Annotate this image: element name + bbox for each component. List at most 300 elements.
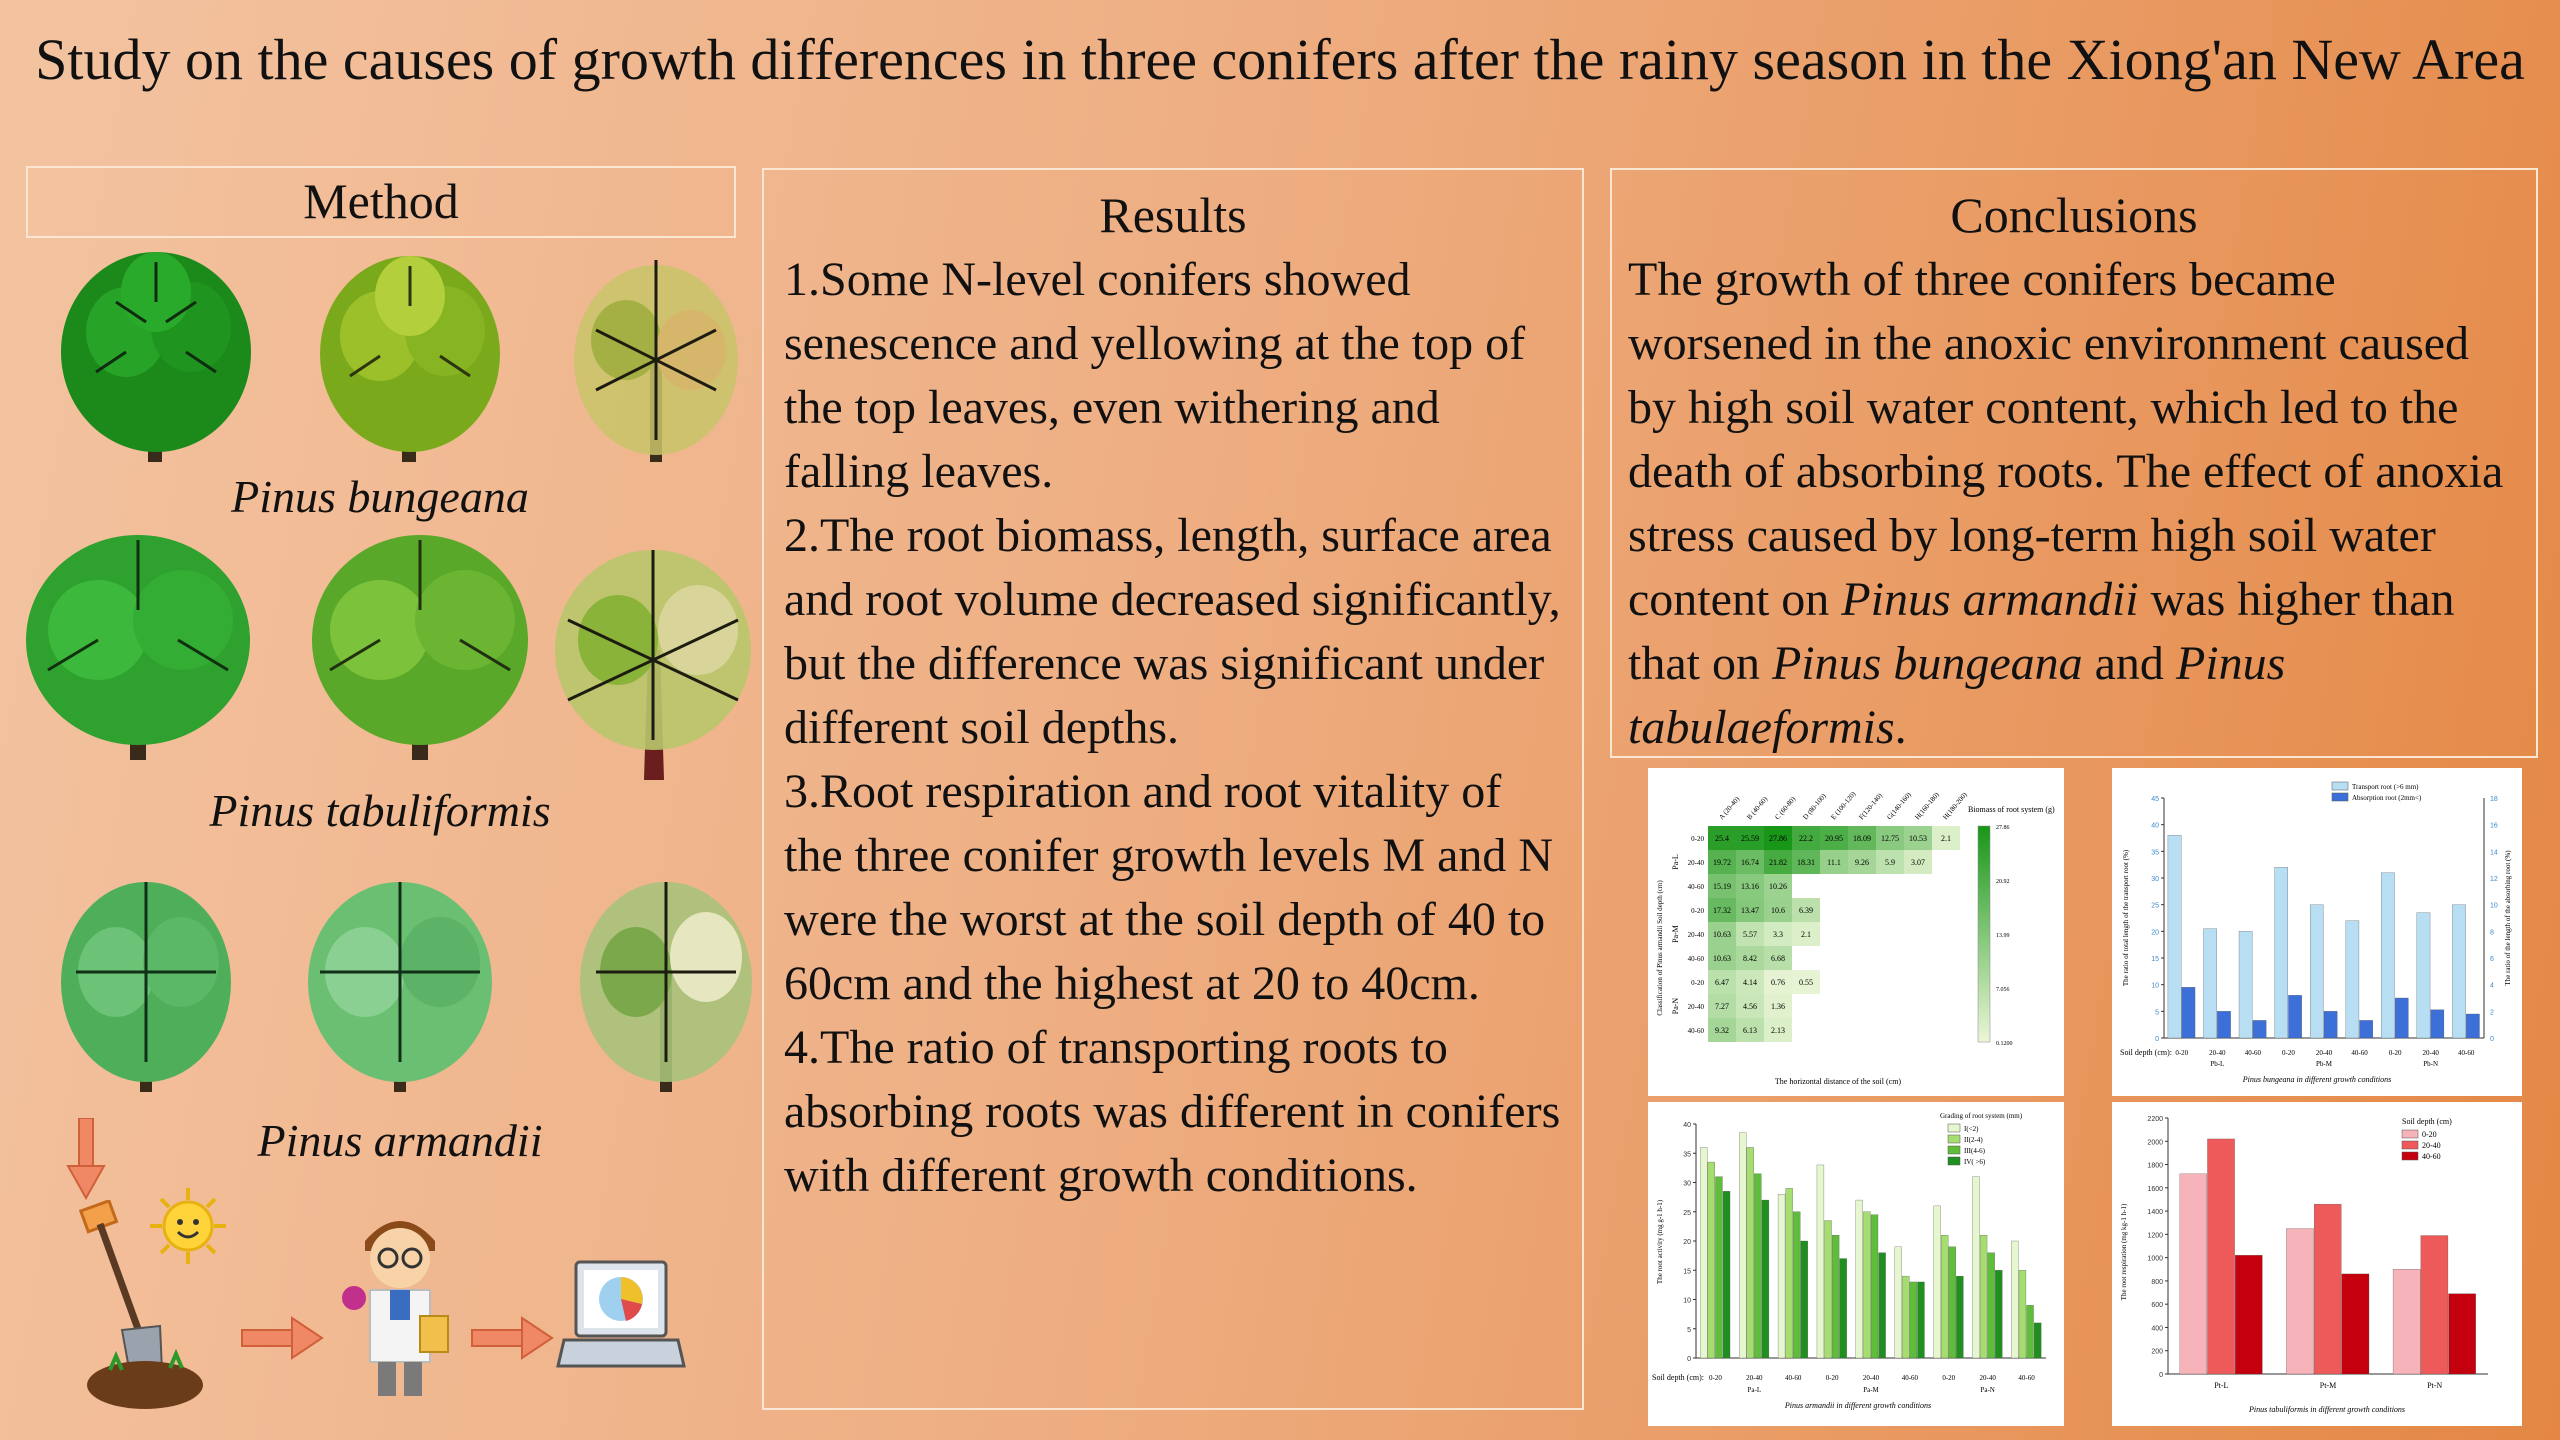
heatmap-column-label: A (20-40) xyxy=(1717,795,1742,822)
ratio-ylabel-left: The ratio of total length of the transport root (%) xyxy=(2122,849,2130,987)
bar xyxy=(2217,1011,2230,1038)
heatmap-group-label: Pa-L xyxy=(1671,854,1680,870)
heatmap-cell-value: 18.31 xyxy=(1797,858,1815,867)
heatmap-cell xyxy=(1848,898,1876,922)
heatmap-cell-value: 2.1 xyxy=(1801,930,1811,939)
conclusions-text-part: . xyxy=(1894,701,1907,754)
vitality-legend-swatch xyxy=(1948,1124,1960,1132)
heatmap-group-label: Pa-M xyxy=(1671,925,1680,943)
arrow-down-icon xyxy=(66,1118,106,1200)
ratio-group-label: Pb-M xyxy=(2316,1060,2332,1068)
bar xyxy=(1817,1165,1824,1358)
conclusions-species-armandii: Pinus armandii xyxy=(1841,573,2139,626)
root-respiration-bar-chart xyxy=(2112,1102,2522,1426)
bar xyxy=(2235,1255,2262,1374)
ratio-depth-label: 40-60 xyxy=(2351,1049,2368,1057)
bar xyxy=(1879,1253,1886,1358)
ratio-depth-label: 0-20 xyxy=(2175,1049,2189,1057)
bar xyxy=(1973,1177,1980,1358)
ratio-bar-chart xyxy=(2112,768,2522,1096)
y-tick-label: 5 xyxy=(2155,1009,2159,1017)
respiration-group-label: Pt-L xyxy=(2214,1381,2229,1390)
bar xyxy=(2324,1011,2337,1038)
heatmap-cell xyxy=(1792,994,1820,1018)
heatmap-group-label: Pa-N xyxy=(1671,997,1680,1015)
heatmap-cell-value: 5.9 xyxy=(1885,858,1895,867)
method-section-box xyxy=(26,166,736,238)
heatmap-cell-value: 17.32 xyxy=(1713,906,1731,915)
bar xyxy=(1754,1174,1761,1358)
result-item: 3.Root respiration and root vitality of the three conifer growth levels M and N were the worst at the soil depth of 40 to 60cm and the highest at 20 to 40cm. xyxy=(784,765,1554,1010)
bar xyxy=(2203,929,2216,1038)
heatmap-cell-value: 10.63 xyxy=(1713,930,1731,939)
heatmap-cell-value: 10.53 xyxy=(1909,834,1927,843)
heatmap-cell xyxy=(1848,970,1876,994)
vitality-depth-label: 20-40 xyxy=(1979,1374,1996,1382)
vitality-group-label: Pa-L xyxy=(1747,1386,1762,1394)
bar xyxy=(2310,905,2323,1038)
bar xyxy=(1832,1235,1839,1358)
bar xyxy=(1739,1133,1746,1358)
conclusions-species-tabulaeformis: Pinus tabulaeformis xyxy=(1628,637,2286,754)
vitality-legend-label: II(2-4) xyxy=(1964,1136,1983,1144)
ratio-depth-label: 40-60 xyxy=(2244,1049,2262,1057)
heatmap-cell xyxy=(1876,898,1904,922)
heatmap-cell-value: 13.47 xyxy=(1741,906,1759,915)
figure-respiration-chart xyxy=(2112,1102,2522,1426)
ratio-legend-swatch xyxy=(2332,782,2348,790)
bar xyxy=(1786,1188,1793,1358)
y-tick-label: 5 xyxy=(1687,1326,1691,1334)
heatmap-depth-label: 0-20 xyxy=(1691,835,1704,843)
heatmap-cell xyxy=(1932,970,1960,994)
heatmap-cell-value: 10.63 xyxy=(1713,954,1731,963)
y2-tick-label: 14 xyxy=(2490,849,2498,857)
species-label-armandii: Pinus armandii xyxy=(257,1115,543,1166)
heatmap-cell xyxy=(1876,1018,1904,1042)
heatmap-cell xyxy=(1876,994,1904,1018)
heatmap-cell-value: 21.82 xyxy=(1769,858,1787,867)
species-label-bungeana: Pinus bungeana xyxy=(231,471,529,522)
heatmap-cell-value: 12.75 xyxy=(1881,834,1899,843)
bar xyxy=(2275,867,2288,1038)
heatmap-column-label: F(120-140) xyxy=(1857,791,1885,822)
respiration-legend-label: 20-40 xyxy=(2422,1141,2441,1150)
conclusions-text xyxy=(1612,248,2536,760)
heatmap-cell-value: 15.19 xyxy=(1713,882,1731,891)
heatmap-cell-value: 16.74 xyxy=(1741,858,1759,867)
bar xyxy=(2207,1139,2234,1374)
tree-icon xyxy=(300,862,500,1092)
results-list xyxy=(764,248,1582,1208)
root-activity-bar-chart xyxy=(1648,1102,2064,1426)
heatmap-ylabel: Classification of Pinus armandii Soil depth (cm) xyxy=(1656,880,1664,1016)
heatmap-cell-value: 20.95 xyxy=(1825,834,1843,843)
bar xyxy=(1910,1282,1917,1358)
heatmap-cell-value: 13.16 xyxy=(1741,882,1759,891)
vitality-depth-label: 40-60 xyxy=(2018,1374,2035,1382)
bar xyxy=(1825,1221,1832,1358)
results-heading: Results xyxy=(1099,187,1247,243)
heatmap-cell-value: 3.3 xyxy=(1773,930,1783,939)
vitality-group-label: Pa-M xyxy=(1863,1386,1879,1394)
heatmap-cell xyxy=(1876,970,1904,994)
bar xyxy=(2288,995,2301,1038)
bar xyxy=(1708,1162,1715,1358)
heatmap-legend-tick: 13.99 xyxy=(1996,933,2010,939)
bar xyxy=(1980,1235,1987,1358)
heatmap-cell-value: 11.1 xyxy=(1827,858,1841,867)
y-tick-label: 20 xyxy=(1683,1239,1691,1246)
bar xyxy=(1934,1206,1941,1358)
heatmap-cell-value: 10.26 xyxy=(1769,882,1787,891)
heatmap-cell xyxy=(1932,874,1960,898)
bar xyxy=(2168,835,2181,1038)
poster-title: Study on the causes of growth differences in three conifers after the rainy season in the Xiong'an New Area xyxy=(35,27,2525,92)
y-tick-label: 30 xyxy=(1683,1180,1691,1188)
heatmap-cell-value: 22.2 xyxy=(1799,834,1813,843)
y-tick-label: 10 xyxy=(1683,1297,1691,1305)
bar xyxy=(2286,1229,2313,1374)
y2-tick-label: 8 xyxy=(2490,929,2494,937)
result-item: 4.The ratio of transporting roots to absorbing roots was different in conifers with different growth conditions. xyxy=(784,1021,1561,1202)
heatmap-column-label: E (100-120) xyxy=(1829,790,1858,822)
heatmap-cell xyxy=(1932,946,1960,970)
y2-tick-label: 18 xyxy=(2490,796,2498,803)
y-tick-label: 0 xyxy=(1687,1356,1691,1363)
vitality-depth-label: 0-20 xyxy=(1709,1374,1722,1382)
heatmap-cell xyxy=(1904,970,1932,994)
y-tick-label: 45 xyxy=(2151,796,2159,803)
bar xyxy=(1762,1200,1769,1358)
heatmap-cell-value: 2.13 xyxy=(1771,1026,1785,1035)
vitality-depth-label: 0-20 xyxy=(1825,1374,1839,1382)
vitality-ylabel: The root activity (mg g-1 h-1) xyxy=(1656,1199,1664,1285)
tree-icon xyxy=(18,520,258,760)
bar xyxy=(2393,1269,2420,1374)
bar xyxy=(2314,1204,2341,1374)
result-item: 1.Some N-level conifers showed senescence and yellowing at the top of the top leaves, even withering and falling leaves. xyxy=(784,253,1526,498)
heatmap-cell-value: 25.59 xyxy=(1741,834,1759,843)
heatmap-cell-value: 3.07 xyxy=(1911,858,1925,867)
heatmap-cell xyxy=(1932,922,1960,946)
heatmap-chart xyxy=(1648,768,2064,1096)
heatmap-depth-label: 0-20 xyxy=(1691,979,1704,987)
conclusions-species-bungeana: Pinus bungeana xyxy=(1771,637,2083,690)
tree-icon xyxy=(566,240,746,462)
bar xyxy=(2452,905,2465,1038)
heatmap-cell-value: 1.36 xyxy=(1771,1002,1785,1011)
heatmap-legend-tick: 20.92 xyxy=(1996,879,2010,885)
y-tick-label: 200 xyxy=(2151,1348,2163,1356)
heatmap-cell-value: 19.72 xyxy=(1713,858,1731,867)
heatmap-cell xyxy=(1820,946,1848,970)
heatmap-cell xyxy=(1932,1018,1960,1042)
y-tick-label: 1600 xyxy=(2147,1185,2163,1193)
ratio-legend-swatch xyxy=(2332,793,2348,801)
arrow-right-icon xyxy=(470,1316,554,1360)
conclusions-text-part: was higher than that on xyxy=(1628,573,2455,690)
respiration-legend-swatch xyxy=(2402,1141,2418,1149)
vitality-legend-title: Grading of root system (mm) xyxy=(1940,1112,2023,1120)
bar xyxy=(2011,1241,2018,1358)
bar xyxy=(1778,1194,1785,1358)
bar xyxy=(2346,921,2359,1038)
respiration-ylabel: The root respiration (mg kg-1 h-1) xyxy=(2120,1203,2128,1301)
heatmap-cell xyxy=(1848,994,1876,1018)
tree-icon xyxy=(300,520,540,760)
conclusions-text-part: The growth of three conifers became worsened in the anoxic environment caused by high soil water content, which led to the death of absorbing roots. The effect of anoxia stress caused by long-term high soil water content on xyxy=(1628,253,2504,626)
heatmap-cell xyxy=(1904,922,1932,946)
bar xyxy=(2431,1010,2444,1038)
tree-icon xyxy=(56,862,236,1092)
y2-tick-label: 16 xyxy=(2490,822,2498,830)
heatmap-cell-value: 4.56 xyxy=(1743,1002,1757,1011)
bar xyxy=(2027,1305,2034,1358)
bar xyxy=(2239,931,2252,1038)
heatmap-depth-label: 40-60 xyxy=(1687,1027,1704,1035)
y-tick-label: 30 xyxy=(2151,876,2159,883)
method-heading: Method xyxy=(303,173,459,229)
y-tick-label: 2000 xyxy=(2147,1139,2163,1147)
heatmap-depth-label: 0-20 xyxy=(1691,907,1704,915)
bar xyxy=(1949,1247,1956,1358)
heatmap-cell xyxy=(1820,970,1848,994)
ratio-legend-label: Absorption root (2mm<) xyxy=(2352,794,2422,802)
y-tick-label: 0 xyxy=(2159,1372,2163,1379)
conclusions-heading: Conclusions xyxy=(1950,187,2198,243)
bar xyxy=(2180,1174,2207,1374)
heatmap-column-label: C (60-80) xyxy=(1773,795,1798,822)
heatmap-column-label: H(180-200) xyxy=(1941,790,1969,822)
vitality-legend-swatch xyxy=(1948,1146,1960,1154)
ratio-caption: Pinus bungeana in different growth conditions xyxy=(2242,1075,2392,1084)
heatmap-cell xyxy=(1820,898,1848,922)
respiration-caption: Pinus tabuliformis in different growth conditions xyxy=(2248,1405,2406,1414)
y-tick-label: 15 xyxy=(2151,956,2159,963)
y-tick-label: 35 xyxy=(2151,849,2159,857)
figure-ratio-chart xyxy=(2112,768,2522,1096)
bar xyxy=(1801,1241,1808,1358)
ratio-depth-label: 20-40 xyxy=(2422,1049,2439,1057)
heatmap-cell xyxy=(1792,946,1820,970)
heatmap-cell xyxy=(1876,946,1904,970)
y-tick-label: 800 xyxy=(2151,1278,2163,1286)
y-tick-label: 20 xyxy=(2151,929,2159,937)
heatmap-cell-value: 27.86 xyxy=(1769,834,1787,843)
y-tick-label: 40 xyxy=(1683,1122,1691,1129)
y-tick-label: 15 xyxy=(1683,1268,1691,1276)
heatmap-cell-value: 6.13 xyxy=(1743,1026,1757,1035)
heatmap-cell xyxy=(1820,922,1848,946)
y-tick-label: 1400 xyxy=(2147,1209,2163,1217)
bar xyxy=(2182,987,2195,1038)
bar xyxy=(2360,1020,2373,1038)
figure-vitality-chart xyxy=(1648,1102,2064,1426)
result-item: 2.The root biomass, length, surface area and root volume decreased significantly, but the difference was significant under different soil depths. xyxy=(784,509,1561,754)
ratio-depth-label: 0-20 xyxy=(2282,1049,2295,1057)
y-tick-label: 2200 xyxy=(2147,1116,2163,1123)
heatmap-depth-label: 20-40 xyxy=(1687,1003,1704,1011)
y-tick-label: 35 xyxy=(1683,1151,1691,1159)
heatmap-cell xyxy=(1904,874,1932,898)
vitality-group-label: Pa-N xyxy=(1980,1386,1995,1394)
heatmap-depth-label: 40-60 xyxy=(1687,883,1704,891)
y-tick-label: 10 xyxy=(2151,982,2159,990)
bar xyxy=(2381,873,2394,1038)
bar xyxy=(1863,1212,1870,1358)
y-tick-label: 1800 xyxy=(2147,1162,2163,1170)
y-tick-label: 25 xyxy=(2151,902,2159,910)
heatmap-cell-value: 6.39 xyxy=(1799,906,1813,915)
heatmap-cell-value: 0.76 xyxy=(1771,978,1785,987)
y-tick-label: 0 xyxy=(2155,1036,2159,1043)
heatmap-column-label: G(140-160) xyxy=(1885,790,1913,822)
bar xyxy=(1723,1191,1730,1358)
respiration-legend-title: Soil depth (cm) xyxy=(2402,1117,2452,1126)
sun-icon xyxy=(148,1186,228,1266)
heatmap-cell xyxy=(1876,922,1904,946)
heatmap-depth-label: 40-60 xyxy=(1687,955,1704,963)
bar xyxy=(2421,1236,2448,1374)
heatmap-legend-tick: 7.056 xyxy=(1996,987,2010,993)
heatmap-cell-value: 6.47 xyxy=(1715,978,1729,987)
vitality-caption: Pinus armandii in different growth conditions xyxy=(1784,1401,1932,1410)
heatmap-cell xyxy=(1932,898,1960,922)
heatmap-column-label: H(160-180) xyxy=(1913,790,1941,822)
ratio-depth-label: 20-40 xyxy=(2209,1049,2226,1057)
heatmap-cell-value: 4.14 xyxy=(1743,978,1757,987)
heatmap-cell xyxy=(1876,874,1904,898)
heatmap-cell xyxy=(1932,994,1960,1018)
conclusions-section-box xyxy=(1610,168,2538,758)
heatmap-cell xyxy=(1820,994,1848,1018)
y-tick-label: 400 xyxy=(2151,1325,2163,1333)
ratio-depth-label: 20-40 xyxy=(2315,1049,2333,1057)
scientist-icon xyxy=(340,1206,460,1406)
y-tick-label: 1000 xyxy=(2147,1255,2163,1263)
vitality-xlabel-prefix: Soil depth (cm): xyxy=(1652,1373,1704,1382)
vitality-depth-label: 40-60 xyxy=(1785,1374,1802,1382)
heatmap-depth-label: 20-40 xyxy=(1687,859,1704,867)
bar xyxy=(1715,1177,1722,1358)
species-label-tabuliformis: Pinus tabuliformis xyxy=(209,785,551,836)
results-section-box xyxy=(762,168,1584,1410)
heatmap-depth-label: 20-40 xyxy=(1687,931,1704,939)
bar xyxy=(1895,1247,1902,1358)
heatmap-cell-value: 10.6 xyxy=(1771,906,1785,915)
laptop-chart-icon xyxy=(556,1258,686,1374)
heatmap-cell-value: 6.68 xyxy=(1771,954,1785,963)
bar xyxy=(2019,1270,2026,1358)
heatmap-cell-value: 0.55 xyxy=(1799,978,1813,987)
vitality-legend-swatch xyxy=(1948,1135,1960,1143)
heatmap-cell-value: 7.27 xyxy=(1715,1002,1729,1011)
ratio-legend-label: Transport root (>6 mm) xyxy=(2352,783,2419,791)
heatmap-cell xyxy=(1848,946,1876,970)
vitality-depth-label: 40-60 xyxy=(1901,1374,1919,1382)
y2-tick-label: 4 xyxy=(2490,982,2494,990)
respiration-legend-label: 40-60 xyxy=(2422,1152,2441,1161)
heatmap-cell-value: 9.26 xyxy=(1855,858,1869,867)
heatmap-cell xyxy=(1904,946,1932,970)
y-tick-label: 40 xyxy=(2151,822,2159,830)
y-tick-label: 1200 xyxy=(2147,1232,2163,1240)
y2-tick-label: 12 xyxy=(2490,876,2498,883)
heatmap-cell-value: 9.32 xyxy=(1715,1026,1729,1035)
y-tick-label: 600 xyxy=(2151,1302,2163,1310)
bar xyxy=(1871,1215,1878,1358)
bar xyxy=(2466,1014,2479,1038)
heatmap-column-label: D (80-100) xyxy=(1801,792,1828,822)
y-tick-label: 25 xyxy=(1683,1209,1691,1217)
respiration-legend-label: 0-20 xyxy=(2422,1130,2437,1139)
heatmap-cell-value: 18.09 xyxy=(1853,834,1871,843)
conclusions-text-part: and xyxy=(2082,637,2176,690)
heatmap-legend-title: Biomass of root system (g) xyxy=(1968,805,2055,814)
heatmap-cell xyxy=(1904,898,1932,922)
bar xyxy=(1902,1276,1909,1358)
respiration-legend-swatch xyxy=(2402,1130,2418,1138)
figure-heatmap xyxy=(1648,768,2064,1096)
bar xyxy=(1747,1147,1754,1358)
vitality-depth-label: 20-40 xyxy=(1862,1374,1880,1382)
heatmap-cell xyxy=(1820,874,1848,898)
bar xyxy=(2449,1294,2476,1374)
respiration-group-label: Pt-M xyxy=(2319,1381,2337,1390)
heatmap-cell-value: 25.4 xyxy=(1715,834,1729,843)
bar xyxy=(2395,998,2408,1038)
bar xyxy=(1917,1282,1924,1358)
heatmap-cell xyxy=(1820,1018,1848,1042)
vitality-legend-label: III(4-6) xyxy=(1964,1147,1985,1155)
ratio-depth-label: 0-20 xyxy=(2388,1049,2402,1057)
ratio-ylabel-right: The ratio of the length of the absorbing root (%) xyxy=(2504,850,2512,986)
bar xyxy=(1988,1253,1995,1358)
heatmap-cell xyxy=(1848,1018,1876,1042)
y2-tick-label: 2 xyxy=(2490,1009,2494,1017)
arrow-right-icon xyxy=(240,1316,324,1360)
heatmap-cell xyxy=(1904,994,1932,1018)
vitality-depth-label: 20-40 xyxy=(1746,1374,1763,1382)
bar xyxy=(1941,1235,1948,1358)
bar xyxy=(1700,1147,1707,1358)
y2-tick-label: 0 xyxy=(2490,1036,2494,1043)
tree-icon xyxy=(310,236,510,462)
heatmap-cell-value: 2.1 xyxy=(1941,834,1951,843)
heatmap-xlabel: The horizontal distance of the soil (cm) xyxy=(1774,1077,1902,1086)
bar xyxy=(2417,913,2430,1038)
tree-icon xyxy=(56,232,256,462)
ratio-depth-label: 40-60 xyxy=(2458,1049,2475,1057)
bar xyxy=(2253,1020,2266,1038)
bar xyxy=(1793,1212,1800,1358)
respiration-group-label: Pt-N xyxy=(2427,1381,2443,1390)
heatmap-cell xyxy=(1932,850,1960,874)
vitality-depth-label: 0-20 xyxy=(1942,1374,1956,1382)
heatmap-cell xyxy=(1848,874,1876,898)
heatmap-cell xyxy=(1792,874,1820,898)
heatmap-cell-value: 5.57 xyxy=(1743,930,1757,939)
heatmap-cell-value: 8.42 xyxy=(1743,954,1757,963)
tree-icon xyxy=(576,862,756,1092)
vitality-legend-swatch xyxy=(1948,1157,1960,1165)
heatmap-legend-tick: 27.86 xyxy=(1996,825,2010,831)
bar xyxy=(1995,1270,2002,1358)
ratio-group-label: Pb-L xyxy=(2210,1060,2225,1068)
heatmap-cell xyxy=(1848,922,1876,946)
bar xyxy=(1840,1259,1847,1358)
